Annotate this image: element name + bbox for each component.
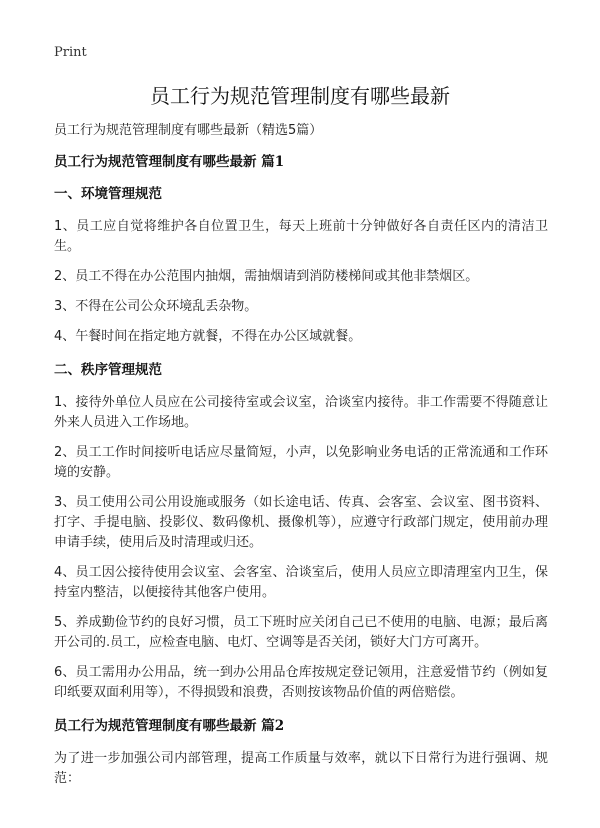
order-item-4: 4、员工因公接待使用会议室、会客室、洽谈室后，使用人员应立即清理室内卫生，保持室内整洁，以便接待其他客户使用。 [54, 565, 548, 600]
order-item-5: 5、养成勤俭节约的良好习惯，员工下班时应关闭自己已不使用的电脑、电源；最后离开公司的.员工，应检查电脑、电灯、空调等是否关闭，锁好大门方可离开。 [54, 615, 548, 650]
environment-item-3: 3、不得在公司公众环境乱丢杂物。 [54, 299, 258, 314]
document-body [54, 122, 548, 799]
environment-item-1: 1、员工应自觉将维护各自位置卫生，每天上班前十分钟做好各自责任区内的清洁卫生。 [54, 219, 548, 254]
article-2-heading: 员工行为规范管理制度有哪些最新 篇2 [54, 718, 285, 734]
section-order-heading: 二、秩序管理规范 [54, 362, 162, 378]
section-environment-heading: 一、环境管理规范 [54, 186, 162, 202]
print-label: Print [54, 45, 87, 60]
document-subtitle: 员工行为规范管理制度有哪些最新（精选5篇） [54, 123, 323, 138]
environment-item-2: 2、员工不得在办公范围内抽烟，需抽烟请到消防楼梯间或其他非禁烟区。 [54, 269, 479, 284]
order-item-6: 6、员工需用办公用品，统一到办公用品仓库按规定登记领用，注意爱惜节约（例如复印纸要双面利用等），不得损毁和浪费，否则按该物品价值的两倍赔偿。 [54, 665, 548, 700]
article-1-heading: 员工行为规范管理制度有哪些最新 篇1 [54, 154, 285, 170]
order-item-3: 3、员工使用公司公用设施或服务（如长途电话、传真、会客室、会议室、图书资料、打字、手提电脑、投影仪、数码像机、摄像机等），应遵守行政部门规定，使用前办理申请手续，使用后及时清理或归还。 [54, 495, 548, 550]
article-2-intro: 为了进一步加强公司内部管理，提高工作质量与效率，就以下日常行为进行强调、规范： [54, 751, 548, 786]
document-title: 员工行为规范管理制度有哪些最新 [150, 84, 450, 108]
order-item-1: 1、接待外单位人员应在公司接待室或会议室，洽谈室内接待。非工作需要不得随意让外来人员进入工作场地。 [54, 395, 548, 430]
order-item-2: 2、员工工作时间接听电话应尽量简短，小声，以免影响业务电话的正常流通和工作环境的安静。 [54, 445, 548, 480]
environment-item-4: 4、午餐时间在指定地方就餐，不得在办公区域就餐。 [54, 329, 362, 344]
